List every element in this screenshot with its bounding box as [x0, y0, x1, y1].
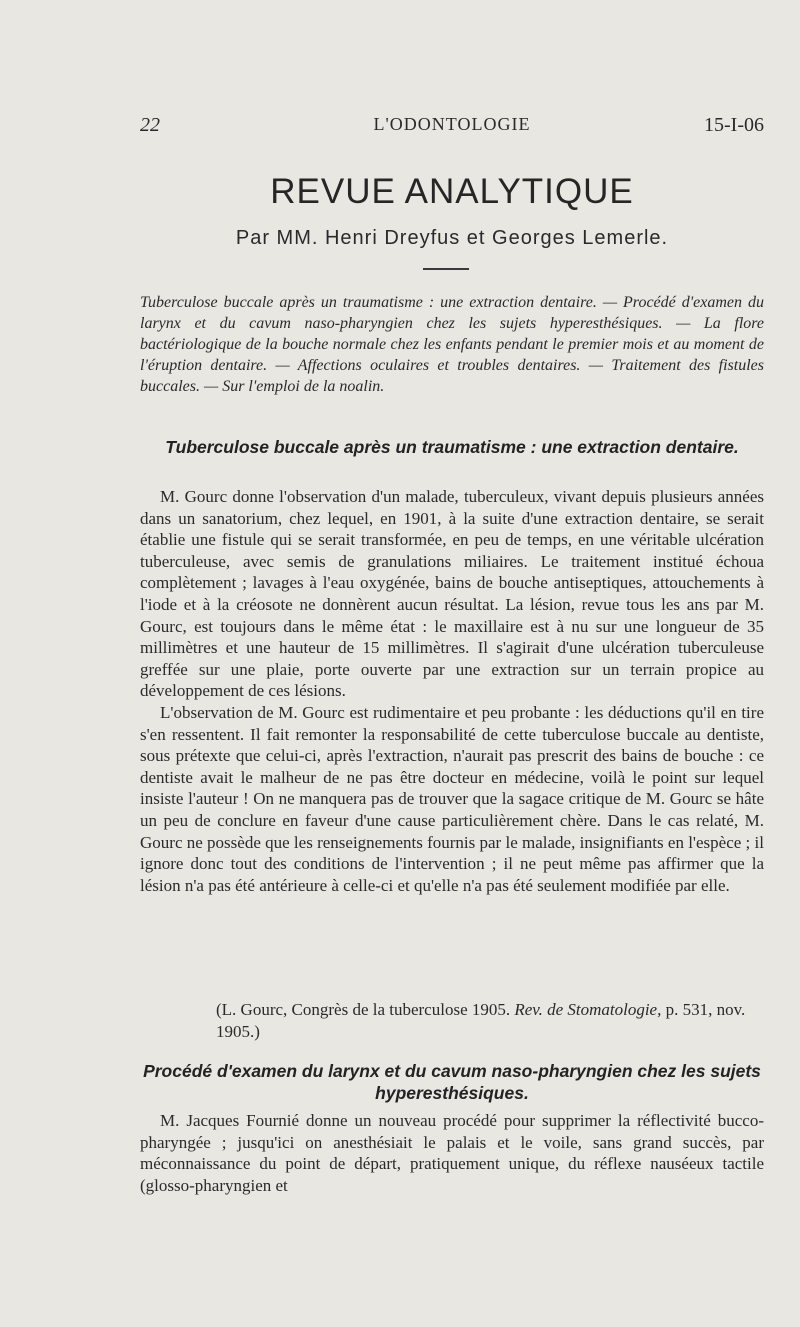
body-paragraph: M. Jacques Fournié donne un nouveau procédé pour supprimer la réflectivité bucco-pharyngée ; jusqu'ici on anesthésiait le palais et le voile, sans grand succès, par méconnaissance du point de départ, pratiquement unique, du réflexe nauséeux tactile (glosso-pharyngien et	[140, 1111, 764, 1195]
citation-journal: Rev. de Stomatologie,	[514, 1000, 662, 1019]
divider-rule	[423, 268, 469, 270]
citation-prefix: (L. Gourc, Congrès de la tuberculose 1905.	[216, 1000, 511, 1019]
summary-paragraph: Tuberculose buccale après un traumatisme : une extraction dentaire. — Procédé d'examen du larynx et du cavum naso-pharyngien chez les sujets hyperesthésiques. — La flore bactériologique de la bouche normale chez les enfants pendant le premier mois et au moment de l'éruption dentaire. — Affections oculaires et troubles dentaires. — Traitement des fistules buccales. — Sur l'emploi de la noalin.	[140, 294, 764, 395]
body-paragraph: M. Gourc donne l'observation d'un malade, tuberculeux, vivant depuis plusieurs années dans un sanatorium, chez lequel, en 1901, à la suite d'une extraction dentaire, se serait établie une fistule qui se serait transformée, en peu de temps, en une véritable ulcération tuberculeuse, avec semis de granulations miliaires. Le traitement institué échoua complètement ; lavages à l'eau oxygénée, bains de bouche antiseptiques, attouchements à l'iode et à la créosote ne donnèrent aucun résultat. La lésion, revue tous les ans par M. Gourc, est toujours dans le même état : le maxillaire est à nu sur une longueur de 35 millimètres et une hauteur de 15 millimètres. Il s'agirait d'une ulcération tuberculeuse greffée sur une plaie, porte ouverte par une extraction sur un terrain propice au développement de ces lésions.	[140, 487, 764, 701]
section-body-larynx	[140, 1110, 764, 1196]
running-header	[140, 114, 764, 138]
body-paragraph: L'observation de M. Gourc est rudimentaire et peu probante : les déductions qu'il en tire s'en ressentent. Il fait remonter la responsabilité de cette tuberculose buccale au dentiste, sous prétexte que celui-ci, après l'extraction, n'aurait pas prescrit des bains de bouche : ce dentiste avait le malheur de ne pas être docteur en médecine, voilà le point sur lequel insiste l'auteur ! On ne manquera pas de trouver que la sagace critique de M. Gourc se hâte un peu de conclure en faveur d'une cause particulièrement chère. Dans le cas relaté, M. Gourc ne possède que les renseignements fournis par le malade, insignifiants en l'espèce ; il ignore donc tout des conditions de l'intervention ; il ne peut même pas affirmer que la lésion n'a pas été antérieure à celle-ci et qu'elle n'a pas été seulement modifiée par elle.	[140, 702, 764, 895]
byline: Par MM. Henri Dreyfus et Georges Lemerle.	[235, 227, 669, 249]
section-body-tuberculose	[140, 486, 764, 896]
page-number: 22	[140, 114, 160, 136]
issue-date: 15-I-06	[704, 114, 764, 136]
citation-suffix: p. 531, nov. 1905.)	[216, 1000, 746, 1041]
page-title: REVUE ANALYTIQUE	[270, 172, 634, 211]
citation	[216, 999, 764, 1043]
section-heading-larynx: Procédé d'examen du larynx et du cavum naso-pharyngien chez les sujets hyperesthésiques.	[143, 1061, 761, 1103]
section-heading-tuberculose: Tuberculose buccale après un traumatisme : une extraction dentaire.	[165, 437, 739, 457]
journal-title: L'ODONTOLOGIE	[373, 114, 531, 134]
